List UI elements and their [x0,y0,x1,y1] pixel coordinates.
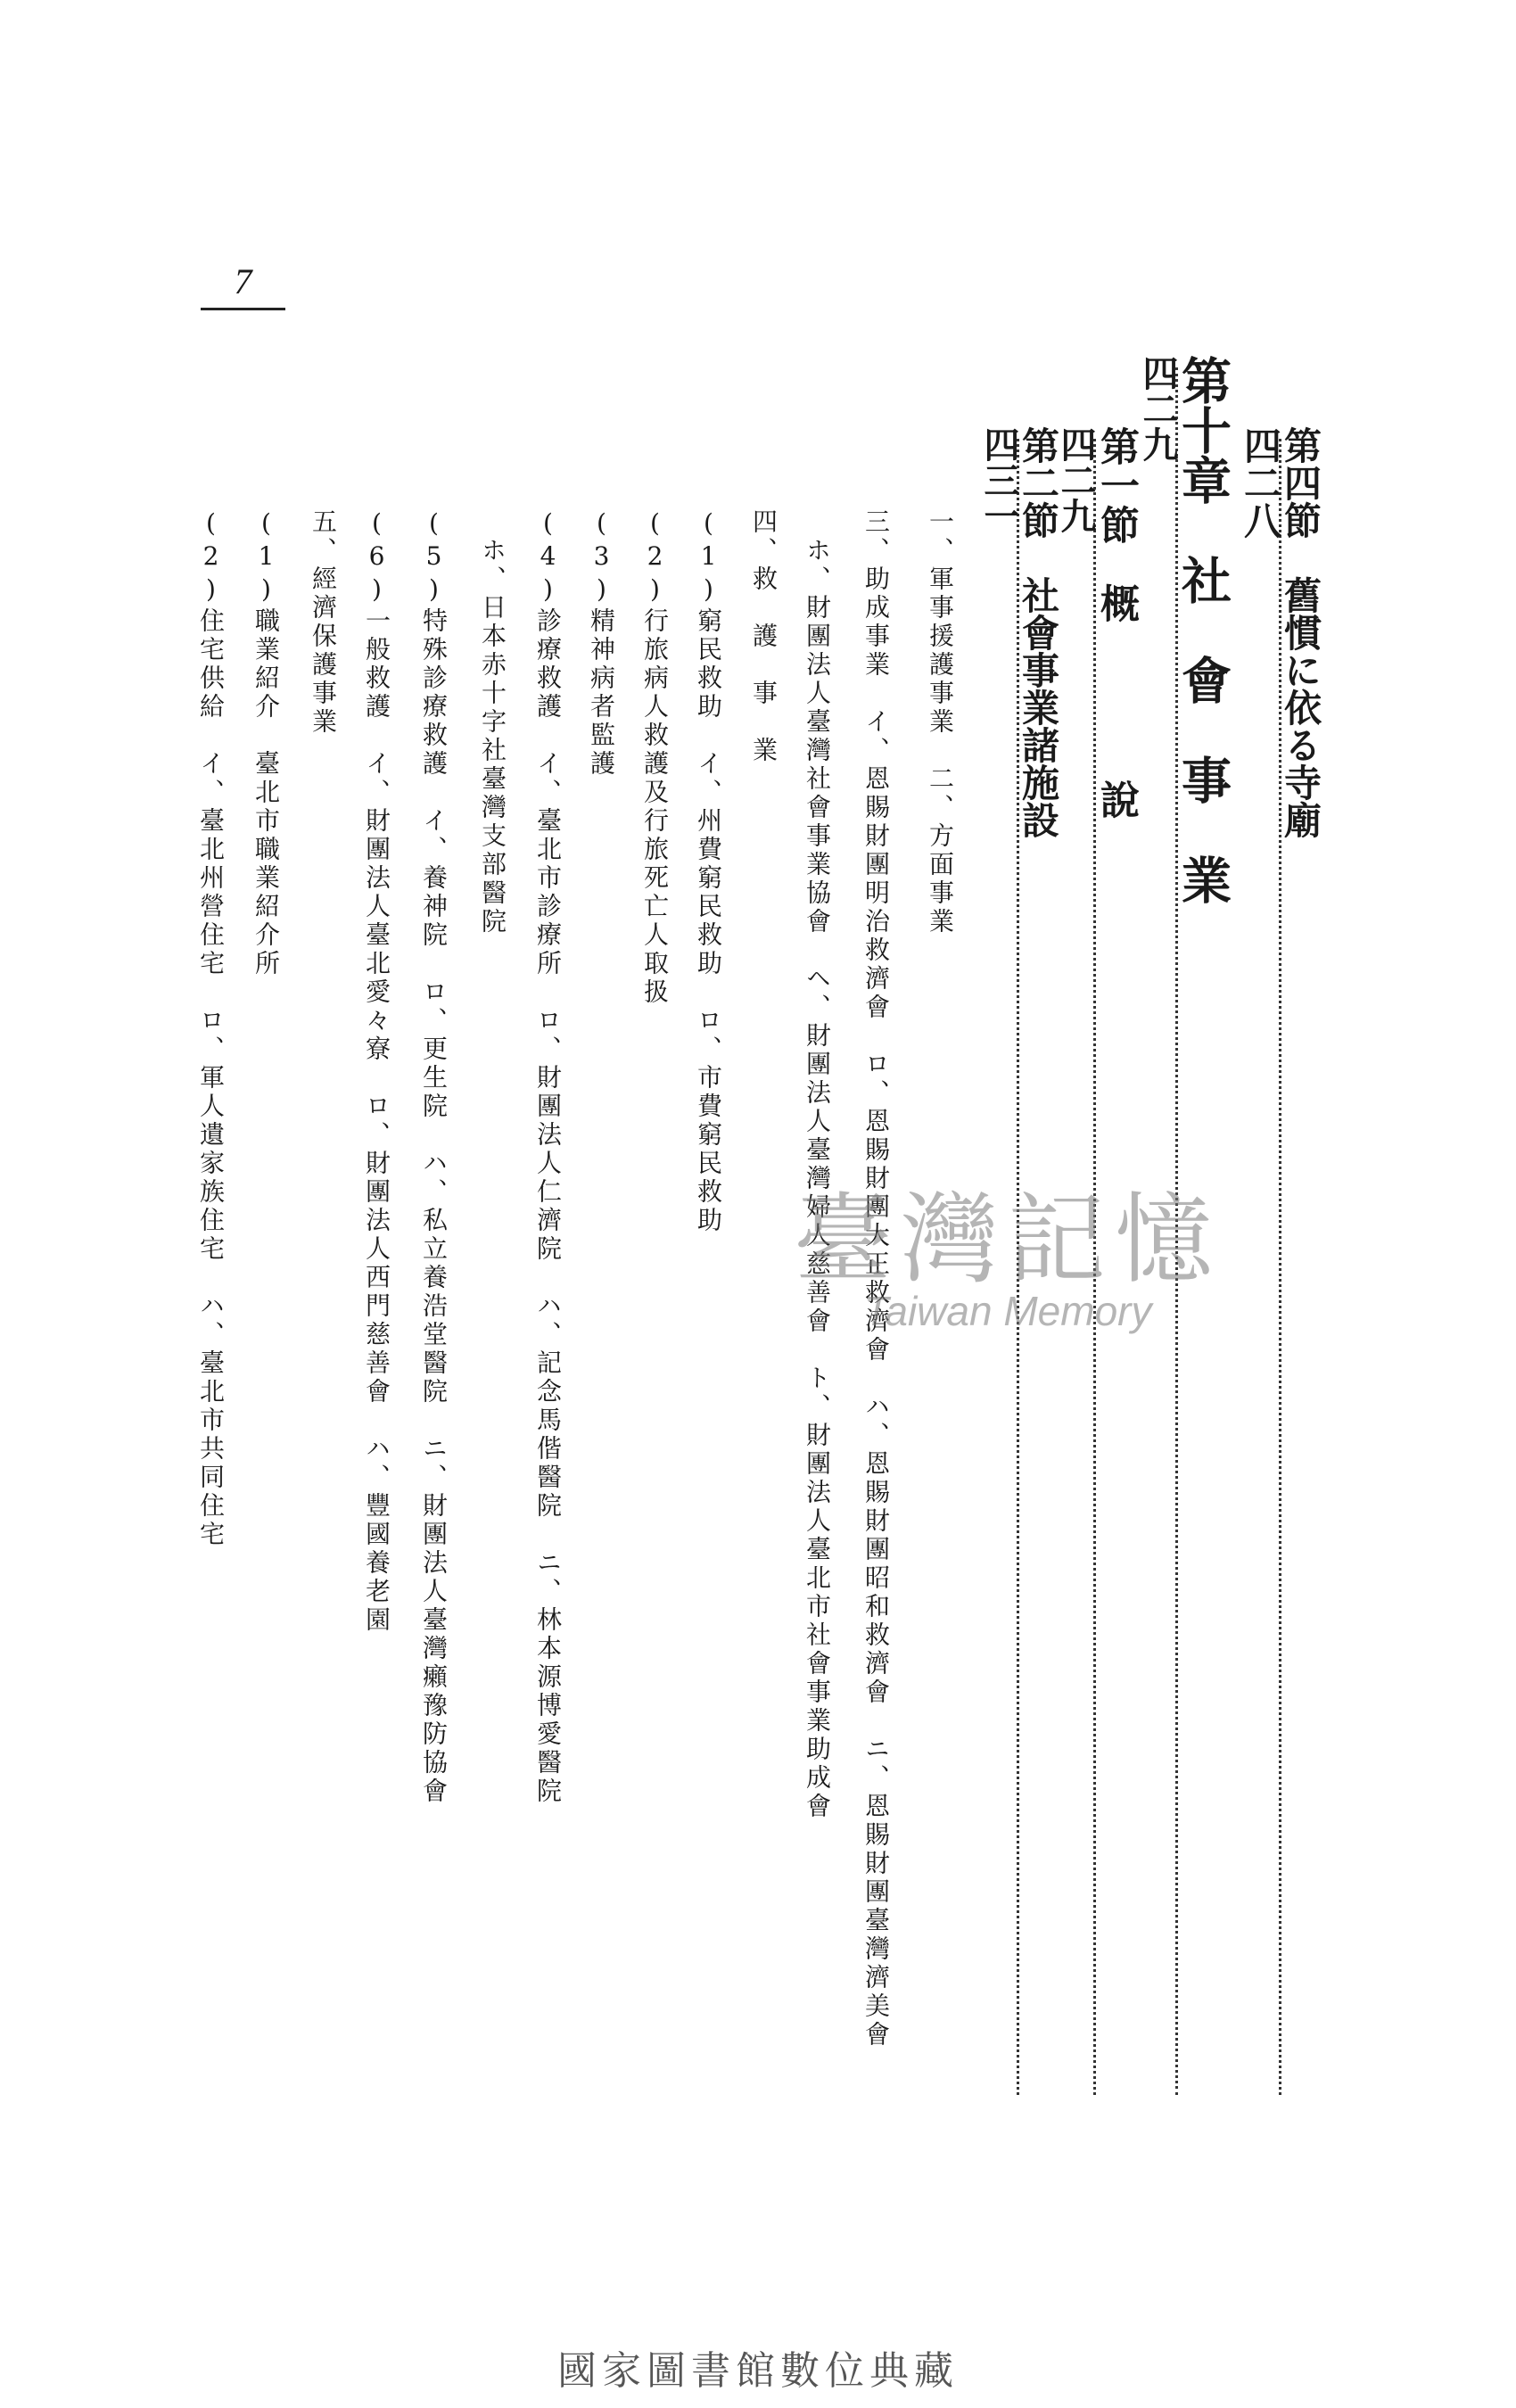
sub-item: (2)住宅供給 イ、臺北州營住宅 ロ、軍人遺家族住宅 ハ、臺北市共同住宅 [196,508,226,1549]
sub-item: 一、軍事援護事業 二、方面事業 [926,508,955,936]
sub-item: (6)一般救護 イ、財團法人臺北愛々寮 ロ、財團法人西門慈善會 ハ、豐國養老園 [362,508,391,1635]
watermark-sub: Taiwan Memory [863,1288,1152,1334]
watermark-main: 臺灣記憶 [794,1183,1222,1297]
sub-item: (4)診療救護 イ、臺北市診療所 ロ、財團法人仁濟院 ハ、記念馬偕醫院 ニ、林本源博愛醫院 [533,508,563,1806]
toc-page: 四三一 [978,426,1020,533]
sub-item: 四、救 護 事 業 [749,508,779,765]
toc-page: 四二九 [1055,426,1097,533]
sub-item: 三、助成事業 イ、恩賜財團明治救濟會 ロ、恩賜財團大正救濟會 ハ、恩賜財團昭和救濟會 ニ、恩賜財團臺灣濟美會 [861,508,891,2049]
sub-item: (2)行旅病人救護及行旅死亡人取扱 [640,508,670,1007]
toc-page: 四二九 [1137,355,1179,462]
toc-label: 第一節 概 說 [1093,426,1139,819]
watermark [731,1183,1284,1391]
page-number: 7 [201,260,285,310]
chapter-title: 第十章 社 會 事 業 [1174,355,1232,904]
toc-label: 第二節 社會事業諸施設 [1017,426,1060,838]
toc-page: 四二八 [1239,426,1282,539]
sub-item: (3)精神病者監護 [587,508,616,779]
sub-item: (5)特殊診療救護 イ、養神院 ロ、更生院 ハ、私立養浩堂醫院 ニ、財團法人臺灣癩豫防協會 [419,508,449,1806]
sub-item: ホ、日本赤十字社臺灣支部醫院 [478,508,507,936]
toc-label: 第四節 舊慣に依る寺廟 [1279,426,1322,838]
sub-item: (1)職業紹介 臺北市職業紹介所 [251,508,281,978]
sub-item: ホ、財團法人臺灣社會事業協會 ヘ、財團法人臺灣婦人慈善會 ト、財團法人臺北市社會事業助成會 [803,508,832,1821]
sub-item: (1)窮民救助 イ、州費窮民救助 ロ、市費窮民救助 [694,508,723,1235]
footer-text: 國家圖書館數位典藏 [557,2348,959,2394]
sub-item: 五、經濟保護事業 [309,508,338,737]
